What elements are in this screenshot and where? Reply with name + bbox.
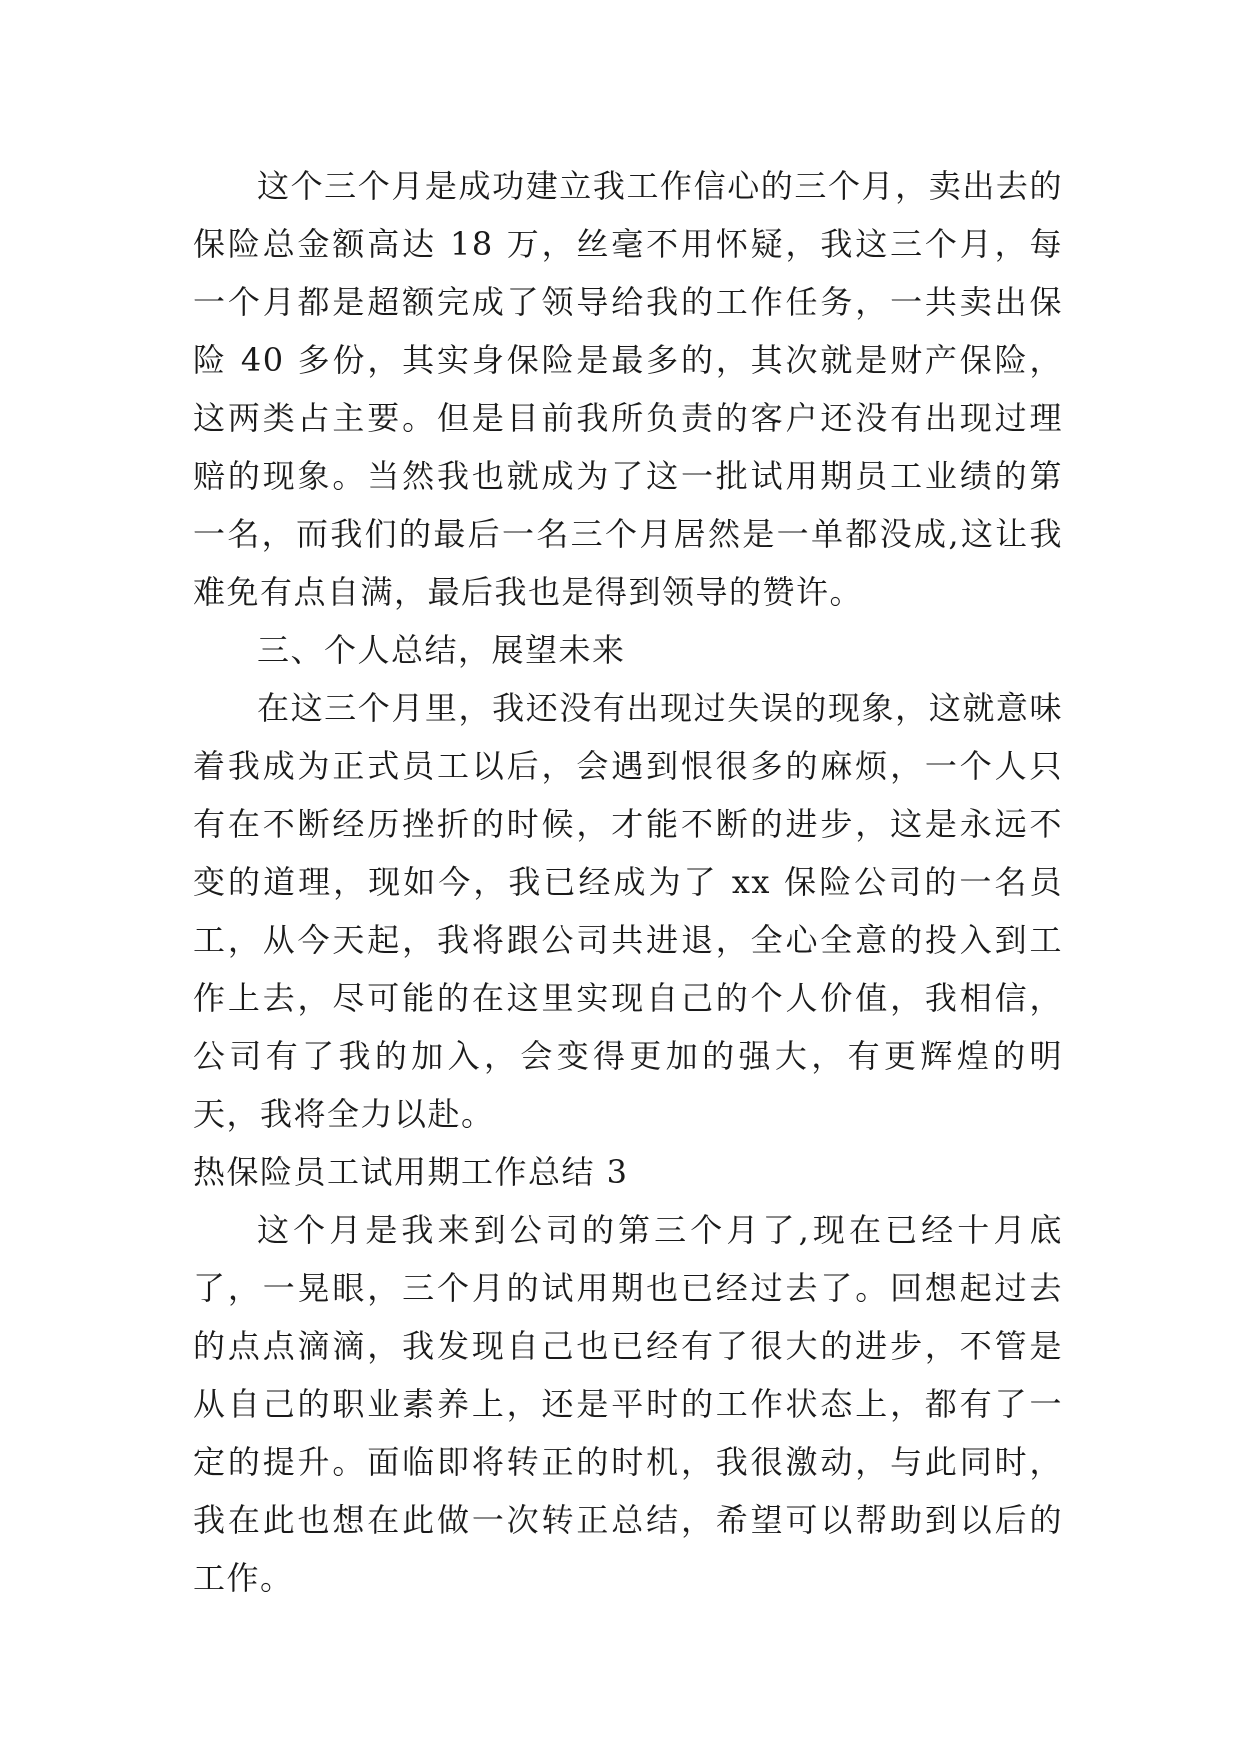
document-body bbox=[193, 157, 1063, 1607]
body-paragraph: 这个三个月是成功建立我工作信心的三个月，卖出去的保险总金额高达 18 万，丝毫不用怀疑，我这三个月，每一个月都是超额完成了领导给我的工作任务，一共卖出保险 40 多份，其实身保险是最多的，其次就是财产保险，这两类占主要。但是目前我所负责的客户还没有出现过理赔的现象。当然我也就成为了这一批试用期员工业绩的第一名，而我们的最后一名三个月居然是一单都没成,这让我难免有点自满，最后我也是得到领导的赞许。 bbox=[193, 167, 1063, 611]
body-paragraph: 在这三个月里，我还没有出现过失误的现象，这就意味着我成为正式员工以后，会遇到恨很多的麻烦，一个人只有在不断经历挫折的时候，才能不断的进步，这是永远不变的道理，现如今，我已经成为了 xx 保险公司的一名员工，从今天起，我将跟公司共进退，全心全意的投入到工作上去，尽可能的在这里实现自己的个人价值，我相信，公司有了我的加入，会变得更加的强大，有更辉煌的明天，我将全力以赴。 bbox=[193, 689, 1063, 1133]
document-title: 热保险员工试用期工作总结 3 bbox=[193, 1153, 629, 1191]
body-paragraph: 这个月是我来到公司的第三个月了,现在已经十月底了，一晃眼，三个月的试用期也已经过去了。回想起过去的点点滴滴，我发现自己也已经有了很大的进步，不管是从自己的职业素养上，还是平时的工作状态上，都有了一定的提升。面临即将转正的时机，我很激动，与此同时，我在此也想在此做一次转正总结，希望可以帮助到以后的工作。 bbox=[193, 1211, 1063, 1597]
section-heading: 三、个人总结，展望未来 bbox=[257, 631, 626, 669]
